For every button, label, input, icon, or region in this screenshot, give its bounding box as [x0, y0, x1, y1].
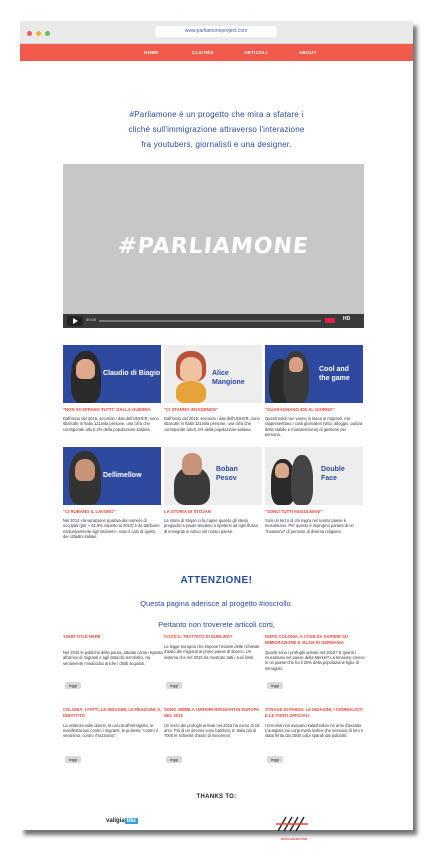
card-title[interactable]: "CI STANNO INVADENDO" — [164, 407, 219, 412]
article-card[interactable] — [265, 634, 365, 671]
valigiablu-logo[interactable] — [106, 818, 138, 824]
article-excerpt: La violenza sulle donne, la caccia all'immigrato, le manifestazioni contro i migranti, le proteste "contro il sessismo, contro il razzismo". — [63, 722, 158, 739]
card-title[interactable]: "SONO TUTTI MUSULMANI" — [265, 509, 323, 514]
logo-text: valigia — [106, 818, 125, 824]
card-text: Questi soldi non vanno in tasca ai migranti, ma rappresentano i costi giornalieri (vitto, alloggio, pulizia della stabile e manutenzione) di gestione per persona. — [265, 416, 363, 438]
article-excerpt: I terroristi non avevano kalashnikov né armi d'assalto. L'autopsia sui corpi rivela inoltre che nessuna di loro è stata ferita dai 1500 colpi sparati dai poliziotti. — [265, 722, 364, 739]
open-migration-logo[interactable] — [274, 816, 314, 841]
maximize-window-icon[interactable] — [45, 31, 50, 36]
card-text: Dall'inizio del 2015, secondo i dati dell'UNHCR, sono sbarcate in Italia 121mila persone, una cifra che corrisponde allo 0,2% della popolazione italiana. — [164, 416, 260, 432]
youtuber-portrait — [275, 463, 289, 478]
read-button[interactable]: leggi — [267, 756, 283, 763]
article-title[interactable]: COS'È IL TRATTATO DI DUBLINO? — [164, 634, 233, 639]
card-text: Dall'inizio del 2015, secondo i dati dell'UNHCR, sono sbarcate in Italia 121mila persone, una cifra che corrisponde allo 0,2% della popolazione italiana. — [63, 416, 159, 432]
main-nav — [20, 44, 413, 61]
video-time: 00:00 — [86, 317, 97, 322]
read-button[interactable]: leggi — [166, 682, 182, 689]
address-bar[interactable]: www.parliamoneproject.com — [155, 26, 277, 37]
read-button[interactable]: leggi — [65, 682, 81, 689]
video-title: #PARLIAMONE — [116, 234, 311, 259]
cliche-card[interactable] — [265, 345, 363, 438]
attention-line: Pertanto non troverete articoli corti, — [158, 620, 275, 629]
youtuber-portrait — [176, 381, 206, 403]
video-player[interactable] — [63, 164, 364, 328]
card-title[interactable]: "NON SCAPPANO TUTTI" DALLA GUERRA — [63, 407, 151, 412]
intro-line: cliché sull'immigrazione attraverso l'interazione — [128, 125, 305, 134]
card-image[interactable] — [164, 447, 262, 505]
article-card[interactable] — [63, 634, 163, 666]
article-title[interactable]: SONO 400MILA I MINORI RIFUGIATI IN EUROPA NEL 2015 — [164, 707, 259, 718]
youtuber-portrait — [180, 357, 202, 381]
article-excerpt: La legge europea che impone l'esame delle richieste d'asilo dei migranti al primo paese di sbarco. Un sistema che nel 2015 ha mostrato tutti i suoi limiti. — [164, 643, 260, 660]
read-button[interactable]: leggi — [166, 756, 182, 763]
article-card[interactable] — [164, 707, 264, 739]
card-youtuber-name: Claudio di Biagio — [103, 370, 161, 377]
article-card[interactable] — [265, 707, 365, 739]
youtuber-portrait — [289, 357, 303, 372]
card-text: Nel 2014 «la variazione positiva del numero di occupati (per + 61,8% rispetto al 2013) è da attribuire esclusivamente agli stranieri», visto il calo di quello dei cittadini italiani. — [63, 518, 160, 540]
article-excerpt: Nel 2015 le politiche della paura, attuate come risposta all'arrivo di migranti e agli attacchi terroristici, ha seriamente minacciato anche i diritti acquisiti. — [63, 649, 163, 666]
video-controls — [63, 314, 364, 328]
card-text: La storia di Stojan ci fa capire quanto gli stessi pregiudizi e paure tendano a ripetersi ad ogni flusso di immigrati in arrivo nel nostro paese. — [164, 518, 258, 534]
nav-item-cliches[interactable]: CLICHÈS — [192, 50, 214, 55]
video-progress-bar[interactable] — [99, 320, 321, 322]
card-title[interactable]: "GUADAGNANO 40€ AL GIORNO" — [265, 407, 335, 412]
minimize-window-icon[interactable] — [36, 31, 41, 36]
card-image[interactable] — [265, 447, 363, 505]
read-button[interactable]: leggi — [65, 756, 81, 763]
cliche-card[interactable] — [164, 447, 262, 534]
thanks-heading: THANKS TO: — [196, 794, 237, 800]
card-youtuber-name: Cool and the game — [319, 366, 350, 382]
intro-line: fra youtubers, giornalisti e una designer. — [141, 140, 292, 149]
youtuber-portrait — [182, 453, 202, 475]
card-youtuber-name: Dellimellow — [103, 472, 142, 479]
browser-window — [20, 21, 413, 841]
article-title[interactable]: YOUR TITLE HERE — [63, 634, 101, 639]
cliche-card[interactable] — [265, 447, 363, 534]
intro-text — [20, 107, 413, 152]
card-image[interactable] — [265, 345, 363, 403]
intro-line: #Parliamone è un progetto che mira a sfatare i — [129, 110, 304, 119]
article-title[interactable]: STRAGE DI PARIGI: LE INDAGINI, I GIORNALISTI E LE FONTI UFFICIALI — [265, 707, 363, 718]
card-title[interactable]: "CI RUBANO IL LAVORO" — [63, 509, 116, 514]
card-youtuber-name: Double Face — [321, 466, 345, 482]
article-card[interactable] — [164, 634, 264, 660]
attention-heading: ATTENZIONE! — [180, 575, 253, 586]
open-migration-mark-icon — [274, 816, 314, 832]
article-title[interactable]: COLONIA: I FATTI, LE INDAGINI, LE REAZIONI, IL DIBATTITO — [63, 707, 162, 718]
open-migration-label: OPEN MIGRATION — [280, 837, 308, 841]
card-title[interactable]: LA STORIA DI STOJAN — [164, 509, 211, 514]
article-card[interactable] — [63, 707, 163, 739]
cliche-card[interactable] — [164, 345, 262, 432]
article-title[interactable]: DOPO COLONIA, 5 COSE DA SAPERE SU IMMIGRAZIONE E ISLAM IN GERMANIA — [265, 634, 348, 645]
card-image[interactable] — [63, 345, 161, 403]
nav-item-about[interactable]: ABOUT — [299, 50, 317, 55]
play-button[interactable] — [67, 316, 83, 326]
read-button[interactable]: leggi — [267, 682, 283, 689]
cliche-card[interactable] — [63, 447, 161, 540]
card-image[interactable] — [63, 447, 161, 505]
youtuber-portrait — [75, 459, 95, 481]
cliche-card[interactable] — [63, 345, 161, 432]
logo-text-highlight: blu — [126, 818, 136, 824]
attention-line: Questa pagina aderisce al progetto #ioscrollo. — [140, 599, 293, 608]
card-youtuber-name: Boban Pesov — [216, 466, 238, 482]
volume-icon[interactable] — [325, 318, 335, 323]
nav-item-articoli[interactable]: ARTICOLI — [244, 50, 268, 55]
card-text: Solo un terzo di chi migra nel nostro paese è musulmano. Per questo è improprio parlare di un "invasione" di persone di diversa religione. — [265, 518, 354, 534]
card-youtuber-name: Alice Mangione — [212, 370, 245, 386]
close-window-icon[interactable] — [27, 31, 32, 36]
youtuber-portrait — [291, 455, 313, 505]
hd-toggle[interactable]: HD — [343, 316, 351, 322]
nav-item-home[interactable]: HOME — [144, 50, 159, 55]
article-excerpt: Un terzo dei profughi arrivati nel 2015 ha meno di 18 anni. Più di un decimo sono bambini. In Italia più di 7000 le richieste d'asilo di minorenni. — [164, 722, 260, 739]
youtuber-portrait — [76, 359, 95, 379]
article-excerpt: Quanti sono i profughi arrivati nel 2015? E quanti i musulmani nel paese della Merkel? La tensione cresce in un paese che ha il 20% della popolazione figlio di immigrati. — [265, 649, 365, 671]
card-image[interactable] — [164, 345, 262, 403]
browser-titlebar — [20, 21, 413, 44]
